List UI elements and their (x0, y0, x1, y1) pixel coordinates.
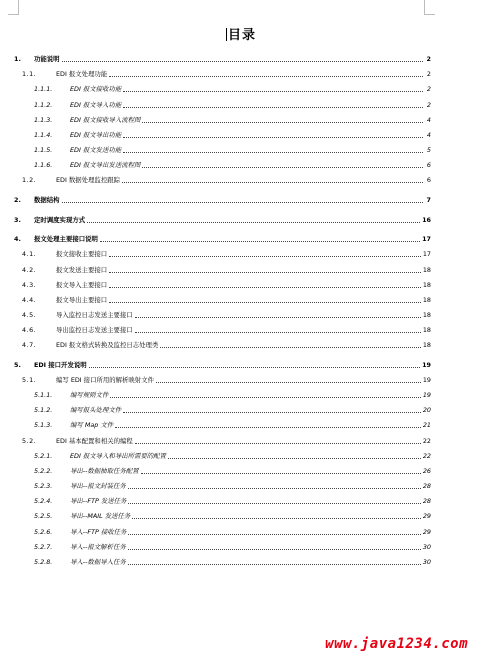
toc-entry-page: 5 (426, 145, 431, 154)
toc-entry-title: 导出--数据抽取任务配置 (70, 466, 139, 475)
toc-entry-number: 4.6. (22, 326, 37, 335)
toc-entry-page: 28 (422, 482, 431, 490)
toc-entry-number: 1.1.2. (34, 100, 53, 109)
toc-entry-page: 29 (422, 527, 431, 536)
toc-entry-page: 19 (422, 360, 431, 369)
page-title (0, 24, 482, 43)
toc-entry-title: 报文导出主要接口 (56, 295, 108, 304)
toc-dot-leader (142, 162, 423, 168)
toc-dot-leader (135, 312, 421, 318)
toc-entry-title: 导出--FTP 发送任务 (70, 497, 127, 506)
toc-entry-number: 5.1.2. (34, 406, 53, 415)
toc-entry[interactable] (14, 86, 431, 93)
toc-entry[interactable] (14, 483, 431, 490)
toc-dot-leader (160, 342, 421, 348)
toc-dot-leader (156, 377, 421, 383)
toc-entry-number: 5.2.7. (34, 542, 53, 551)
toc-entry[interactable] (14, 327, 431, 334)
toc-dot-leader (62, 56, 423, 62)
toc-entry-title: 编写 EDI 接口所用的解析映射文件 (56, 376, 154, 384)
toc-entry-title: 报文接收主要接口 (56, 250, 108, 259)
toc-dot-leader (135, 327, 421, 333)
toc-entry-page: 17 (422, 235, 431, 244)
toc-entry-number: 4.3. (22, 280, 37, 289)
toc-entry-number: 4.7. (22, 341, 37, 350)
toc-entry-page: 2 (426, 100, 431, 109)
toc-entry[interactable] (14, 453, 431, 460)
toc-dot-leader (109, 282, 421, 288)
toc-entry-number: 5.2. (22, 436, 37, 445)
toc-dot-leader (87, 217, 420, 223)
toc-entry[interactable] (14, 342, 431, 349)
toc-entry-number: 5.1. (22, 376, 37, 384)
toc-entry-number: 5.2.6. (34, 527, 53, 536)
toc-entry-number: 3. (14, 215, 21, 224)
toc-entry[interactable] (14, 468, 431, 475)
toc-entry-number: 5.1.3. (34, 421, 53, 430)
toc-entry-page: 30 (422, 542, 431, 551)
toc-entry-page: 18 (422, 326, 431, 335)
page-title-text: 目录 (227, 28, 256, 43)
toc-entry-title: 报文处理主要接口说明 (34, 235, 98, 244)
toc-entry-page: 18 (422, 280, 431, 289)
toc-entry[interactable] (14, 297, 431, 304)
toc-dot-leader (128, 544, 421, 550)
toc-entry-page: 2 (426, 85, 431, 94)
toc-dot-leader (123, 102, 423, 108)
toc-dot-leader (128, 559, 421, 565)
toc-entry[interactable] (14, 282, 431, 289)
toc-entry-page: 30 (422, 557, 431, 566)
toc-entry-title: EDI 报文导出发送流程图 (70, 161, 141, 170)
toc-entry-title: EDI 报文接收导入流程图 (70, 115, 141, 124)
toc-entry-title: 导入--FTP 接收任务 (70, 527, 127, 536)
toc-entry-page: 18 (422, 265, 431, 274)
toc-dot-leader (123, 86, 423, 92)
toc-entry-title: EDI 报文格式转换及监控日志处理类 (56, 341, 159, 350)
toc-entry-title: 功能说明 (34, 55, 60, 63)
toc-entry-title: 导出监控日志发送主要接口 (56, 326, 133, 335)
toc-entry[interactable] (14, 197, 431, 204)
toc-entry-title: EDI 报文导出功能 (70, 130, 122, 139)
toc-dot-leader (142, 117, 423, 123)
toc-entry-number: 5.2.1. (34, 451, 53, 460)
toc-entry-number: 1.1.5. (34, 145, 53, 154)
toc-entry[interactable] (14, 513, 431, 520)
toc-entry-number: 1.1.1. (34, 85, 53, 94)
toc-entry-title: 编写 Map 文件 (70, 421, 114, 430)
toc-entry[interactable] (14, 559, 431, 566)
toc-entry[interactable] (14, 312, 431, 319)
toc-entry-number: 4. (14, 235, 21, 244)
toc-dot-leader (89, 362, 420, 368)
toc-dot-leader (62, 197, 423, 203)
toc-entry-title: 编写报头处理文件 (70, 406, 122, 415)
toc-entry-page: 22 (422, 451, 431, 460)
toc-entry-title: EDI 报文导入功能 (70, 100, 122, 109)
toc-entry[interactable] (14, 544, 431, 551)
toc-entry-title: 导入--数据导入任务 (70, 557, 126, 566)
toc-entry-page: 2 (426, 70, 431, 79)
toc-dot-leader (128, 498, 420, 504)
toc-dot-leader (109, 251, 421, 257)
toc-entry-page: 4 (426, 115, 431, 124)
toc-entry-number: 1. (14, 55, 21, 63)
toc-entry[interactable] (14, 251, 431, 258)
toc-entry-number: 5.2.5. (34, 512, 53, 521)
toc-entry[interactable] (14, 498, 431, 505)
toc-entry-title: 定时调度实现方式 (34, 215, 86, 224)
toc-entry-number: 2. (14, 195, 21, 204)
toc-entry-title: 导入监控日志发送主要接口 (56, 310, 133, 319)
toc-entry-title: 编写规则文件 (70, 391, 109, 400)
toc-entry-number: 5.2.4. (34, 497, 53, 506)
toc-entry-page: 7 (426, 195, 431, 204)
toc-entry-title: 导出--MAIL 发送任务 (70, 512, 131, 521)
toc-entry[interactable] (14, 132, 431, 139)
toc-entry-number: 1.1.4. (34, 130, 53, 139)
toc-entry[interactable] (14, 162, 431, 169)
toc-entry-page: 17 (422, 250, 431, 259)
toc-entry-page: 16 (422, 215, 431, 224)
toc-entry-title: 数据结构 (34, 195, 60, 204)
text-cursor (226, 28, 227, 41)
toc-dot-leader (115, 422, 421, 428)
toc-entry[interactable] (14, 56, 431, 63)
toc-entry[interactable] (14, 71, 431, 78)
toc-entry-title: EDI 接口开发说明 (34, 360, 87, 369)
toc-dot-leader (109, 71, 423, 77)
toc-entry-page: 29 (422, 512, 431, 521)
toc-dot-leader (109, 267, 421, 273)
toc-entry[interactable] (14, 407, 431, 414)
toc-entry-number: 1.2. (22, 176, 37, 185)
toc-dot-leader (141, 468, 421, 474)
toc-entry-page: 19 (422, 376, 431, 384)
toc-entry-page: 21 (422, 421, 431, 430)
toc-entry-number: 1.1. (22, 70, 37, 79)
toc-entry[interactable] (14, 147, 431, 154)
toc-entry-number: 4.2. (22, 265, 37, 274)
crop-mark-top-right (424, 0, 435, 15)
toc-dot-leader (135, 438, 421, 444)
toc-entry[interactable] (14, 117, 431, 124)
toc-entry-number: 5.1.1. (34, 391, 53, 400)
watermark: www.java1234.com (325, 636, 468, 652)
toc-entry[interactable] (14, 177, 431, 184)
toc-dot-leader (123, 132, 423, 138)
toc-dot-leader (123, 147, 423, 153)
toc-entry-page: 18 (422, 295, 431, 304)
toc-entry-title: EDI 报文接收功能 (70, 85, 122, 94)
toc-entry-title: EDI 报文导入和导出所需要的配置 (70, 451, 166, 460)
toc-entry-title: EDI 数据处理监控跟踪 (56, 176, 120, 185)
toc-entry-title: EDI 报文发送功能 (70, 145, 122, 154)
toc-entry-number: 1.1.3. (34, 115, 53, 124)
toc-entry-title: EDI 基本配置和相关的编程 (56, 436, 133, 445)
toc-dot-leader (122, 177, 423, 183)
toc-entry-number: 5.2.3. (34, 482, 53, 490)
toc-entry-page: 2 (426, 55, 431, 63)
toc-entry[interactable] (14, 362, 431, 369)
toc-entry-page: 26 (422, 466, 431, 475)
toc-entry-title: 导入--报文解析任务 (70, 542, 126, 551)
toc-dot-leader (100, 236, 420, 242)
toc-entry[interactable] (14, 377, 431, 384)
toc-entry-number: 5. (14, 360, 21, 369)
toc-entry-page: 4 (426, 130, 431, 139)
toc-entry[interactable] (14, 236, 431, 243)
toc-entry-title: 导出--报文封装任务 (70, 482, 126, 490)
toc-entry-number: 4.5. (22, 310, 37, 319)
toc-entry[interactable] (14, 422, 431, 429)
toc-entry[interactable] (14, 392, 431, 399)
toc-entry-number: 5.2.2. (34, 466, 53, 475)
toc-entry-page: 22 (422, 436, 431, 445)
toc-entry[interactable] (14, 217, 431, 224)
toc-dot-leader (110, 392, 421, 398)
toc-entry[interactable] (14, 438, 431, 445)
toc-entry[interactable] (14, 529, 431, 536)
toc-entry-page: 19 (422, 391, 431, 400)
toc-entry-title: EDI 报文处理功能 (56, 70, 108, 79)
toc-entry-number: 5.2.8. (34, 557, 53, 566)
toc-entry-page: 28 (422, 497, 431, 506)
toc-dot-leader (132, 513, 421, 519)
toc-entry-number: 1.1.6. (34, 161, 53, 170)
toc-entry-page: 18 (422, 341, 431, 350)
toc-dot-leader (109, 297, 421, 303)
toc-entry[interactable] (14, 267, 431, 274)
toc-entry-page: 18 (422, 310, 431, 319)
toc-entry[interactable] (14, 102, 431, 109)
toc-dot-leader (128, 483, 421, 489)
toc-entry-title: 报文导入主要接口 (56, 280, 108, 289)
toc-entry-number: 4.1. (22, 250, 37, 259)
toc-entry-page: 6 (426, 161, 431, 170)
toc-entry-page: 6 (426, 176, 431, 185)
toc-entry-title: 报文发送主要接口 (56, 265, 108, 274)
crop-mark-top-left (8, 0, 19, 15)
toc-dot-leader (168, 453, 421, 459)
toc-entry-number: 4.4. (22, 295, 37, 304)
toc-entry-page: 20 (422, 406, 431, 415)
toc-dot-leader (128, 529, 420, 535)
toc-dot-leader (123, 407, 421, 413)
